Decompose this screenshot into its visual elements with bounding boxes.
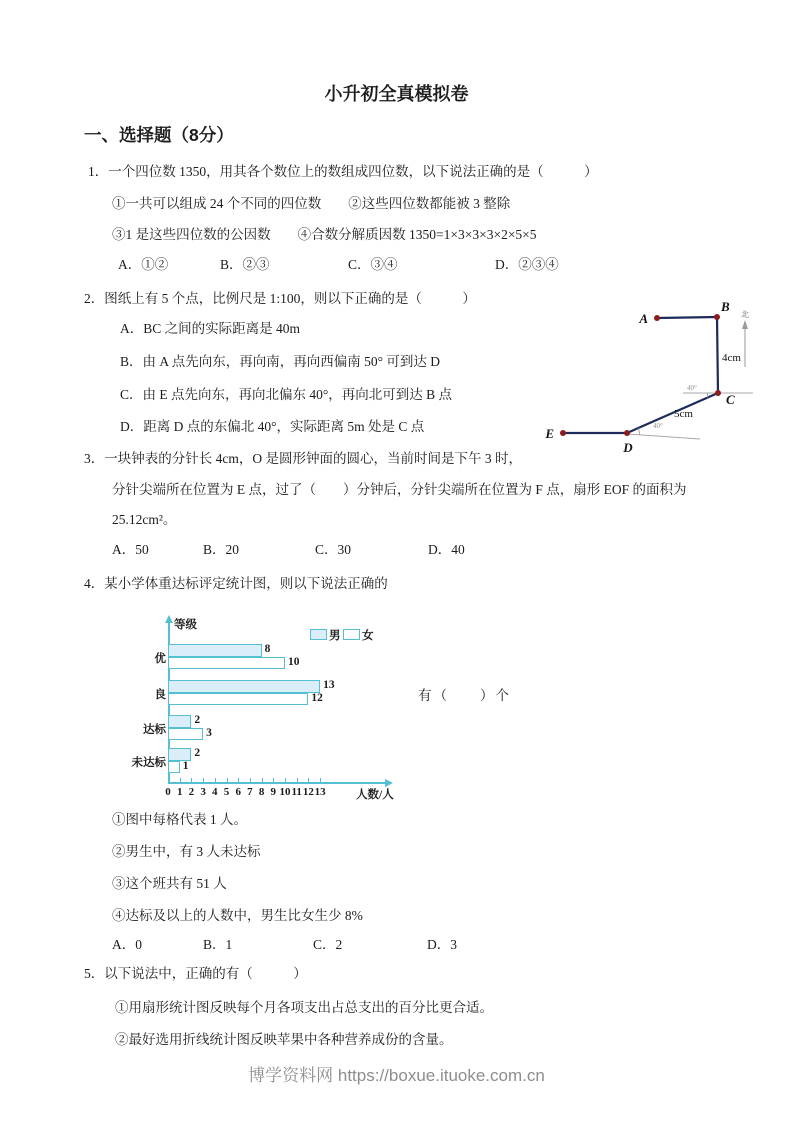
q2-option-a: A．BC 之间的实际距离是 40m: [120, 321, 301, 336]
q4-stem: 4．某小学体重达标评定统计图，则以下说法正确的: [84, 576, 388, 591]
x-tick-label: 9: [270, 786, 277, 798]
point-b-label: B: [721, 299, 730, 314]
page-title: 小升初全真模拟卷: [324, 84, 469, 104]
y-axis-label: 等级: [174, 619, 197, 631]
x-tick-label: 6: [235, 786, 241, 798]
bar-女-优: [168, 657, 285, 669]
segment-bc: [717, 317, 718, 393]
x-axis-label: 人数/人: [356, 789, 394, 801]
bar-女-良: [168, 693, 308, 705]
x-tick-mark: [285, 778, 286, 782]
bar-女-达标: [168, 728, 203, 740]
x-tick-mark: [308, 778, 309, 782]
angle-c-label: 40°: [687, 384, 697, 392]
point-c-label: C: [726, 392, 735, 407]
q3-stem-line1: 3．一块钟表的分针长 4cm，O 是圆形钟面的圆心，当前时间是下午 3 时，: [84, 451, 522, 466]
q3-option-a: A．50: [112, 542, 149, 557]
x-tick-label: 1: [176, 786, 183, 798]
x-tick-mark: [215, 778, 216, 782]
x-tick-label: 4: [212, 786, 218, 798]
q4-option-b: B．1: [203, 937, 233, 952]
category-label: 未达标: [131, 756, 166, 769]
point-e-dot: [560, 430, 566, 436]
bar-value-label: 2: [194, 747, 201, 759]
x-tick-mark: [320, 778, 321, 782]
x-tick-label: 5: [223, 786, 230, 798]
x-tick-label: 12: [302, 786, 314, 798]
bar-value-label: 13: [323, 679, 335, 691]
x-tick-label: 10: [279, 786, 291, 798]
q4-sub2: ②男生中，有 3 人未达标: [112, 844, 261, 859]
angle-d-label: 40°: [653, 422, 663, 430]
q4-option-d: D．3: [427, 937, 457, 952]
q1-sub1: ①一共可以组成 24 个不同的四位数 ②这些四位数都能被 3 整除: [112, 196, 511, 211]
legend-swatch-男: [310, 629, 327, 640]
x-tick-label: 11: [291, 786, 302, 798]
horizontal-ref-line-d: [627, 434, 700, 439]
q3-stem-line3: 25.12cm²。: [112, 512, 177, 527]
q5-sub2: ②最好选用折线统计图反映苹果中各种营养成份的含量。: [115, 1032, 453, 1047]
north-label: 北: [741, 310, 749, 319]
segment-cd: [627, 393, 718, 433]
y-axis-arrow: [165, 615, 173, 623]
length-cd-label: 5cm: [674, 408, 693, 420]
point-c-dot: [715, 390, 721, 396]
point-e-label: E: [545, 426, 554, 441]
bar-value-label: 12: [311, 692, 323, 704]
x-tick-label: 13: [314, 786, 326, 798]
q1-option-b: B．②③: [220, 257, 270, 272]
q2-option-c: C．由 E 点先向东，再向北偏东 40°，再向北可到达 B 点: [120, 387, 453, 402]
x-tick-mark: [203, 778, 204, 782]
x-tick-mark: [297, 778, 298, 782]
bar-男-优: [168, 644, 262, 657]
q4-sub1: ①图中每格代表 1 人。: [112, 812, 247, 827]
north-arrow-head: [742, 320, 748, 329]
x-tick-mark: [250, 778, 251, 782]
x-axis-line: [168, 782, 385, 784]
q2-option-d: D．距离 D 点的东偏北 40°，实际距离 5m 处是 C 点: [120, 419, 425, 434]
legend-swatch-女: [343, 629, 360, 640]
q1-option-c: C．③④: [348, 257, 398, 272]
q1-sub2: ③1 是这些四位数的公因数 ④合数分解质因数 1350=1×3×3×3×2×5×5: [112, 227, 537, 242]
legend-label-男: 男: [329, 630, 341, 642]
bar-男-达标: [168, 715, 191, 728]
x-tick-mark: [238, 778, 239, 782]
segment-ab: [657, 317, 717, 318]
point-a-label: A: [639, 311, 648, 326]
point-a-dot: [654, 315, 660, 321]
bar-value-label: 3: [206, 727, 212, 739]
q1-option-d: D．②③④: [495, 257, 559, 272]
length-bc-label: 4cm: [722, 352, 741, 364]
point-d-label: D: [623, 440, 633, 455]
q3-option-d: D．40: [428, 542, 465, 557]
q4-option-a: A．0: [112, 937, 142, 952]
q2-option-b: B．由 A 点先向东，再向南，再向西偏南 50° 可到达 D: [120, 354, 441, 369]
q3-option-b: B．20: [203, 542, 240, 557]
legend-label-女: 女: [362, 630, 374, 642]
x-tick-label: 8: [258, 786, 265, 798]
x-tick-label: 0: [165, 786, 171, 798]
q4-stem-continued: 有（ ）个: [418, 688, 511, 703]
q5-stem: 5．以下说法中，正确的有（ ）: [84, 966, 307, 981]
q3-stem-line2: 分针尖端所在位置为 E 点，过了（ ）分钟后，分针尖端所在位置为 F 点，扇形 EOF 的面积为: [112, 482, 687, 497]
weight-standard-bar-chart: [128, 615, 428, 807]
x-tick-label: 3: [200, 786, 206, 798]
category-label: 良: [154, 688, 166, 701]
section-heading: 一、选择题（8分）: [84, 125, 234, 145]
scale-diagram: [540, 295, 793, 460]
x-tick-mark: [168, 778, 169, 782]
q2-stem: 2．图纸上有 5 个点，比例尺是 1:100，则以下正确的是（ ）: [84, 291, 476, 306]
x-tick-mark: [227, 778, 228, 782]
q4-option-c: C．2: [313, 937, 343, 952]
category-label: 达标: [143, 723, 166, 736]
category-label: 优: [154, 652, 166, 665]
point-b-dot: [714, 314, 720, 320]
q4-sub3: ③这个班共有 51 人: [112, 876, 227, 891]
footer-watermark: 博学资料网 https://boxue.ituoke.com.cn: [248, 1066, 545, 1085]
bar-value-label: 1: [182, 760, 189, 772]
x-tick-label: 2: [188, 786, 195, 798]
bar-男-良: [168, 680, 320, 693]
bar-女-未达标: [168, 761, 180, 773]
bar-value-label: 2: [194, 714, 201, 726]
bar-value-label: 8: [264, 643, 271, 655]
q4-sub4: ④达标及以上的人数中，男生比女生少 8%: [112, 908, 363, 923]
q5-sub1: ①用扇形统计图反映每个月各项支出占总支出的百分比更合适。: [115, 1000, 493, 1015]
x-tick-mark: [191, 778, 192, 782]
x-tick-label: 7: [247, 786, 253, 798]
x-tick-mark: [262, 778, 263, 782]
q1-stem: 1．一个四位数 1350，用其各个数位上的数组成四位数，以下说法正确的是（ ）: [88, 164, 598, 179]
bar-value-label: 10: [288, 656, 300, 668]
x-tick-mark: [180, 778, 181, 782]
point-d-dot: [624, 430, 630, 436]
q1-option-a: A．①②: [118, 257, 169, 272]
x-tick-mark: [273, 778, 274, 782]
q3-option-c: C．30: [315, 542, 352, 557]
angle-arc-d: [639, 428, 640, 435]
